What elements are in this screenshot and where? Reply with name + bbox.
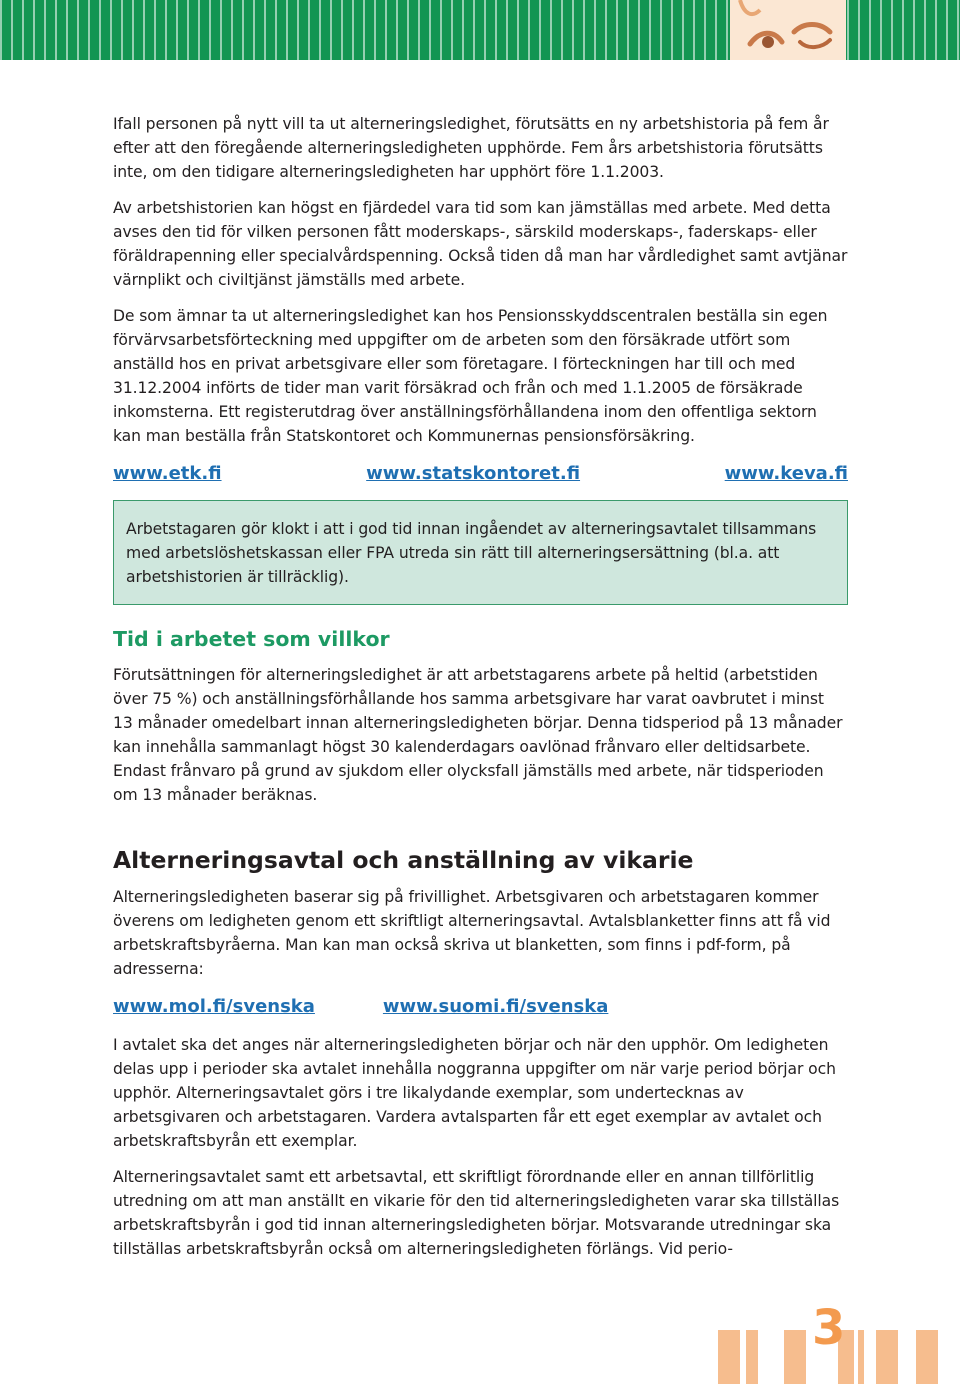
section-heading-agreement: Alterneringsavtal och anställning av vikarie xyxy=(113,846,694,874)
paragraph-work-history: Ifall personen på nytt vill ta ut alterneringsledighet, förutsätts en ny arbetshistoria på fem år efter att den föregående alterneringsledigheten upphörde. Fem års arbetshistoria förutsätts inte, om den tidigare alterneringsledigheten har upphört före 1.1.2003. xyxy=(113,115,829,181)
paragraph-equivalent-time: Av arbetshistorien kan högst en fjärdedel vara tid som kan jämställas med arbete. Med detta avses den tid för vilken personen fått moderskaps-, särskild moderskaps-, faderskaps- eller föräldrapenning eller specialvårdspenning. Också tiden då man har vårdledighet samt avtjänar värnplikt och civiltjänst jämställs med arbete. xyxy=(113,199,848,289)
links-row-1 xyxy=(113,462,848,486)
paragraph-work-condition: Förutsättningen för alterneringsledighet är att arbetstagarens arbete på heltid (arbetstiden över 75 %) och anställningsförhållande hos samma arbetsgivare har varat oavbrutet i minst 13 månader omedelbart innan alterneringsledigheten börjar. Denna tidsperiod på 13 månader kan innehålla sammanlagt högst 30 kalenderdagars oavlönad frånvaro eller deltidsarbete. Endast frånvaro på grund av sjukdom eller olycksfall jämställs med arbete, när tidsperioden om 13 månader beräknas. xyxy=(113,666,843,804)
paragraph-substitute: Alterneringsavtalet samt ett arbetsavtal, ett skriftligt förordnande eller en annan tillförlitlig utredning om att man anställt en vikarie för den tid alterneringsledigheten varar ska tillställas arbetskraftsbyrån i god tid innan alterneringsledigheten börjar. Motsvarande utredningar ska tillställas arbetskraftsbyrån också om alterneringsledigheten förlängs. Vid perio- xyxy=(113,1168,840,1258)
link-etk[interactable]: www.etk.fi xyxy=(113,463,222,484)
section-heading-work-condition: Tid i arbetet som villkor xyxy=(113,627,390,651)
paragraph-employment-record: De som ämnar ta ut alterneringsledighet kan hos Pensionsskyddscentralen beställa sin egen förvärvsarbetsförteckning med uppgifter om de arbeten som den försäkrade utfört som anställd hos en privat arbetsgivare eller som företagare. I förteckningen har till och med 31.12.2004 införts de tider man varit försäkrad och från och med 1.1.2005 de försäkrade inkomsterna. Ett registerutdrag över anställningsförhållandena inom den offentliga sektorn kan man beställa från Statskontoret och Kommunernas pensionsförsäkring. xyxy=(113,307,828,445)
face-illustration-icon xyxy=(730,0,846,60)
info-box-text: Arbetstagaren gör klokt i att i god tid innan ingåendet av alterneringsavtalet tillsammans med arbetslöshetskassan eller FPA utreda sin rätt till alterneringsersättning (bl.a. att arbetshistorien är tillräcklig). xyxy=(126,520,817,586)
info-box xyxy=(113,500,848,605)
main-content xyxy=(113,112,848,1261)
link-statskontoret[interactable]: www.statskontoret.fi xyxy=(366,463,581,484)
links-row-2 xyxy=(113,995,848,1019)
page-number: 3 xyxy=(812,1300,846,1356)
paragraph-agreement-intro: Alterneringsledigheten baserar sig på frivillighet. Arbetsgivaren och arbetstagaren kommer överens om ledigheten genom ett skriftligt alterneringsavtal. Avtalsblanketter finns att få vid arbetskraftsbyråerna. Man kan man också skriva ut blanketten, som finns i pdf-form, på adresserna: xyxy=(113,888,831,978)
link-keva[interactable]: www.keva.fi xyxy=(724,463,848,484)
paragraph-agreement-details: I avtalet ska det anges när alterneringsledigheten börjar och när den upphör. Om ledigheten delas upp i perioder ska avtalet innehålla noggranna uppgifter om när varje period börjar och upphör. Alterneringsavtalet görs i tre likalydande exemplar, som undertecknas av arbetsgivaren och arbetstagaren. Vardera avtalsparten får ett eget exemplar av avtalet och arbetskraftsbyrån ett exemplar. xyxy=(113,1036,836,1150)
link-suomi[interactable]: www.suomi.fi/svenska xyxy=(382,996,609,1017)
link-mol[interactable]: www.mol.fi/svenska xyxy=(113,996,315,1017)
